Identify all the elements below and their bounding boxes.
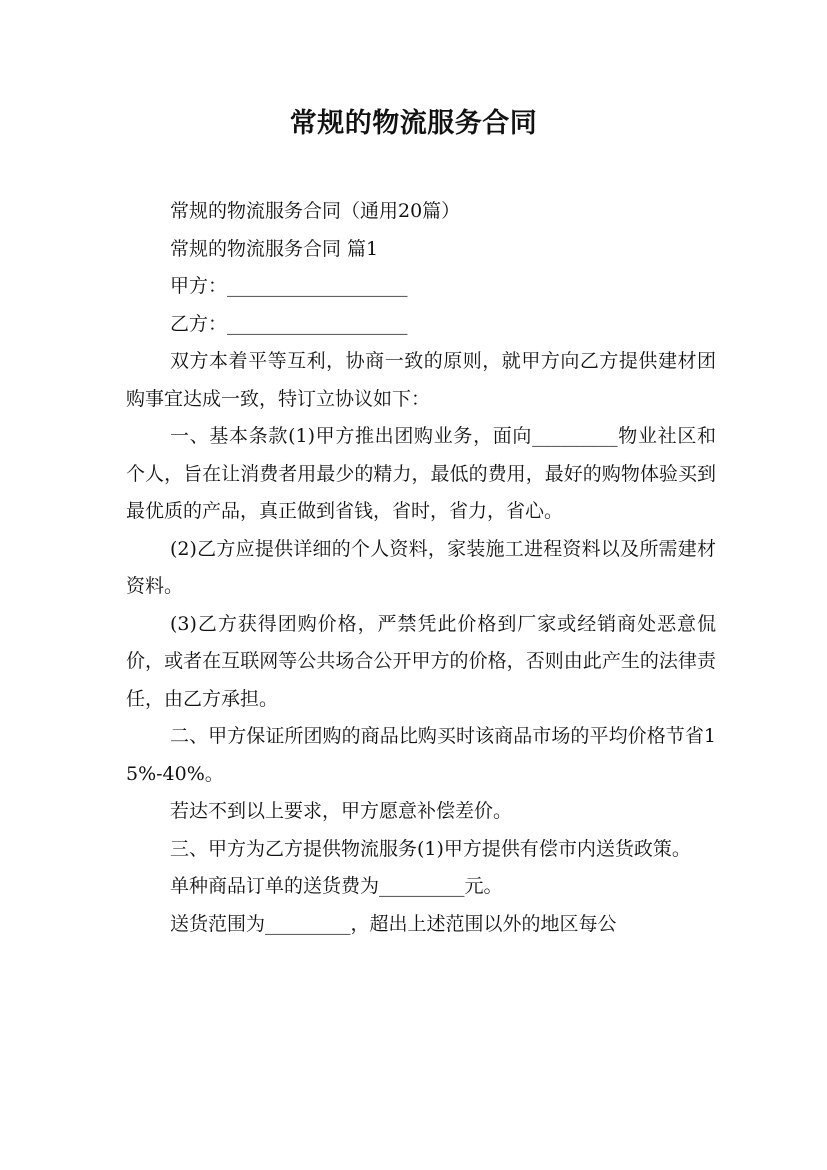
paragraph-section-heading: 常规的物流服务合同 篇1	[170, 237, 379, 260]
paragraph-clause-1-2: (2)乙方应提供详细的个人资料，家装施工进程资料以及所需建材资料。	[126, 537, 716, 597]
paragraph-delivery-fee: 单种商品订单的送货费为_________元。	[170, 875, 503, 897]
paragraph-clause-1: 一、基本条款(1)甲方推出团购业务，面向_________物业社区和个人，旨在让消费者用最少的精力，最低的费用，最好的购物体验买到最优质的产品，真正做到省钱，省时，省力，省心。	[126, 425, 716, 522]
paragraph-preamble: 双方本着平等互利，协商一致的原则，就甲方向乙方提供建材团购事宜达成一致，特订立协议如下：	[126, 350, 716, 410]
paragraph-delivery-range: 送货范围为_________，超出上述范围以外的地区每公	[170, 912, 617, 935]
document-body	[126, 193, 716, 943]
paragraph-subtitle: 常规的物流服务合同（通用20篇）	[170, 200, 461, 222]
paragraph-party-a: 甲方：___________________	[170, 275, 408, 297]
paragraph-clause-1-3: (3)乙方获得团购价格，严禁凭此价格到厂家或经销商处恶意侃价，或者在互联网等公共场合公开甲方的价格，否则由此产生的法律责任，由乙方承担。	[126, 612, 716, 710]
document-title: 常规的物流服务合同	[289, 108, 538, 139]
paragraph-clause-2-compensation: 若达不到以上要求，甲方愿意补偿差价。	[170, 800, 513, 822]
paragraph-clause-3: 三、甲方为乙方提供物流服务(1)甲方提供有偿市内送货政策。	[170, 837, 691, 860]
paragraph-party-b: 乙方：___________________	[170, 312, 408, 335]
paragraph-clause-2: 二、甲方保证所团购的商品比购买时该商品市场的平均价格节省15%-40%。	[126, 725, 716, 785]
